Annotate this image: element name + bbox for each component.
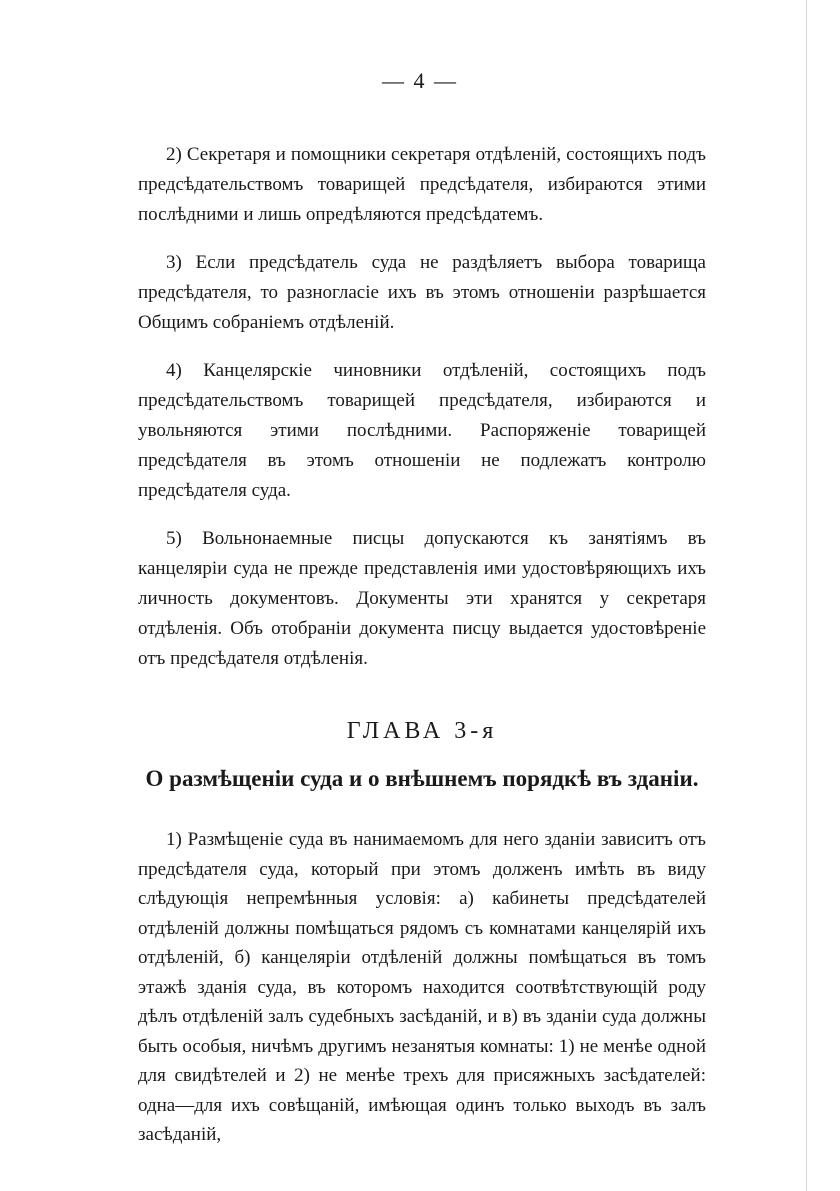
paragraph-item-5: 5) Вольнонаемные писцы допускаются къ занятіямъ въ канцеляріи суда не прежде представленія ими удостовѣряющихъ ихъ личность документовъ. Документы эти хранятся у секретаря отдѣленія. Объ отобраніи документа писцу выдается удостовѣреніе отъ предсѣдателя отдѣленія. xyxy=(138,528,706,669)
chapter-title: ГЛАВА 3-я xyxy=(346,718,498,744)
paragraph-item-4: 4) Канцелярскіе чиновники отдѣленій, состоящихъ подъ предсѣдательствомъ товарищей предсѣдателя, избираются и увольняются этими послѣдними. Распоряженіе товарищей предсѣдателя въ этомъ отношеніи не подлежатъ контролю предсѣдателя суда. xyxy=(138,360,706,501)
page-content xyxy=(138,140,706,1150)
page-edge-rule xyxy=(806,0,807,1191)
chapter-paragraph-1: 1) Размѣщеніе суда въ нанимаемомъ для него зданіи зависитъ отъ предсѣдателя суда, который при этомъ долженъ имѣть въ виду слѣдующія непремѣнныя условія: а) кабинеты предсѣдателей отдѣленій должны помѣщаться рядомъ съ комнатами канцелярій ихъ отдѣленій, б) канцеляріи отдѣленій должны помѣщаться въ томъ этажѣ зданія суда, въ которомъ находится соотвѣтствующій роду дѣлъ отдѣленій залъ судебныхъ засѣданій, и в) въ зданіи суда должны быть особыя, ничѣмъ другимъ незанятыя комнаты: 1) не менѣе одной для свидѣтелей и 2) не менѣе трехъ для присяжныхъ засѣдателей: одна—для ихъ совѣщаній, имѣющая одинъ только выходъ въ залъ засѣданій, xyxy=(138,829,706,1145)
paragraph-item-3: 3) Если предсѣдатель суда не раздѣляетъ выбора товарища предсѣдателя, то разногласіе ихъ въ этомъ отношеніи разрѣшается Общимъ собраніемъ отдѣленій. xyxy=(138,252,706,333)
chapter-body xyxy=(138,825,706,1150)
page-number: — 4 — xyxy=(382,68,458,93)
chapter-heading: О размѣщеніи суда и о внѣшнемъ порядкѣ въ зданіи. xyxy=(145,766,699,791)
paragraph-item-2: 2) Секретаря и помощники секретаря отдѣленій, состоящихъ подъ предсѣдательствомъ товарищей предсѣдателя, избираются этими послѣдними и лишь опредѣляются предсѣдатемъ. xyxy=(138,144,706,225)
